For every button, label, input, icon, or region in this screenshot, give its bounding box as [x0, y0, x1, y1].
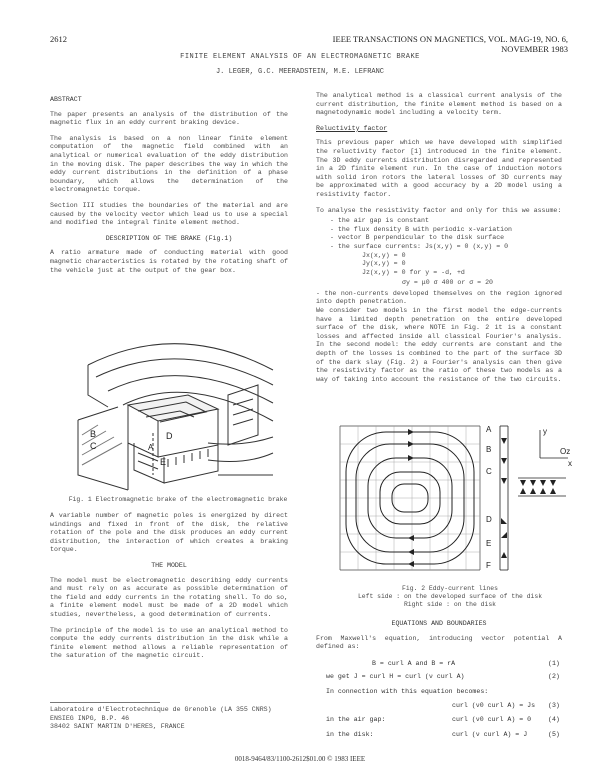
right-column-top [316, 92, 562, 391]
right-column-bottom [316, 616, 562, 659]
fig1-label-e: E [160, 457, 167, 467]
affiliation [50, 706, 288, 732]
equation-4: curl (ν0 curl A) = 0 [452, 716, 532, 723]
equation-3-intro: In connection with this equation becomes: [326, 688, 489, 695]
equation-4-label: in the air gap: [326, 716, 386, 723]
equation-1: B = curl A and B = rA [372, 660, 456, 667]
fig1-label-d: D [166, 431, 173, 441]
boundary-eq-a: Jx(x,y) = 0 [362, 251, 406, 259]
boundary-eq-d: σy = μ0 σ 400 or σ = 20 [402, 279, 494, 287]
right-paragraph-6: From Maxwell's equation, introducing vector potential A defined as: [316, 634, 562, 651]
boundary-equations [316, 252, 562, 288]
fig2-label-a: A [486, 425, 492, 434]
equation-5: curl (ν curl A) = J [452, 731, 528, 738]
page-number: 2612 [50, 34, 67, 44]
fig1-label-b: B [90, 429, 97, 439]
fig2-label-e: E [486, 539, 492, 548]
fig2-axis-x: x [568, 459, 572, 468]
fig2-caption-line-3: Right side : on the disk [403, 601, 497, 608]
section-heading-equations: EQUATIONS AND BOUNDARIES [391, 620, 487, 627]
left-paragraph-6: The principle of the model is to use an analytical method to compute the eddy currents distribution in the disk while a finite element method allows a reliable representation of the saturation of the magnetic circuit. [50, 626, 288, 660]
boundary-eq-c: Jz(x,y) = 0 for y = -d, +d [362, 268, 465, 276]
left-paragraph-2: Section III studies the boundaries of the material and are caused by the velocity vector which lead us to use a special and modified the integral finite element method. [50, 201, 288, 227]
left-column-top [50, 92, 288, 282]
copyright-footer: 0018-9464/83/1100-2612$01.00 © 1983 IEEE [234, 755, 366, 763]
equation-5-number: (5) [548, 731, 560, 738]
fig2-axis-y: y [543, 427, 547, 436]
figure-1-brake-drawing [68, 325, 278, 495]
left-paragraph-1: The analysis is based on a non linear finite element computation of the magnetic field combined with an analytical or numerical evaluation of the eddy distribution in the moving disk. The paper describes the way in which the eddy current distributions in the definition of a phase boundary, which allows the determination of the electromagnetic torque. [50, 134, 288, 194]
fig2-caption-line-1: Fig. 2 Eddy-current lines [402, 585, 498, 592]
right-paragraph-2: This previous paper which we have developed with simplified the reluctivity factor [1] introduced in the finite element. The 3D eddy currents distribution disregarded and represented in a 2D finite element run. In the case of induction motors with solid iron rotors the lateral losses of 3D currents may be approximated with a good accuracy by a 2D model using a resistivity factor. [316, 139, 562, 198]
equation-5-label: in the disk: [326, 731, 374, 738]
equation-2-number: (2) [548, 673, 560, 680]
left-column-bottom [50, 512, 288, 668]
assumption-list [316, 217, 562, 251]
assumption-item: - the air gap is constant [330, 217, 429, 225]
equation-2: we get J = curl H = curl (ν curl A) [326, 673, 465, 680]
affiliation-divider [50, 702, 160, 703]
right-paragraph-3: To analyse the resistivity factor and only for this we assume: [316, 206, 562, 214]
affiliation-line-3: 38402 SAINT MARTIN D'HERES, FRANCE [50, 723, 185, 731]
abstract-text: The paper presents an analysis of the distribution of the magnetic flux in an eddy current braking device. [50, 110, 288, 127]
fig2-label-f: F [486, 561, 491, 570]
paper-title: FINITE ELEMENT ANALYSIS OF AN ELECTROMAGNETIC BRAKE [180, 53, 420, 61]
section-heading-model: THE MODEL [151, 561, 187, 569]
left-paragraph-4: A variable number of magnetic poles is energized by direct windings and fixed in front of the disk, the relative rotation of the pole and the disk produces an eddy current distribution, the interaction of which creates a braking torque. [50, 512, 288, 554]
abstract-heading: ABSTRACT [50, 96, 82, 103]
fig2-axis-z: Oz [560, 447, 571, 456]
fig2-label-b: B [486, 445, 492, 454]
figure-2-eddy-current-lines [330, 418, 580, 580]
left-paragraph-3: A ratio armature made of conducting material with good magnetic characteristics is rotated by the rotating shaft of the vehicle just at the output of the gear box. [50, 249, 288, 274]
right-paragraph-4: - the non-currents developed themselves on the region ignored into depth penetration. [316, 289, 562, 306]
right-paragraph-1: The analytical method is a classical current analysis of the current distribution, the finite element method is based on a magnetodynamic model including a velocity term. [316, 92, 562, 117]
right-paragraph-5: We consider two models in the first model the edge-currents have a limited depth penetration on the entire developed surface of the disk, where NOTE in Fig. 2 it is a constant losses and affected inside all classical Fourier's analysis. In the second model: the eddy currents are constant and the depth of the losses is combined to the part of the surface 3D of the dark slay (Fig. 2) a Fourier's analysis can then give the resistivity factor as the ratio of these two models as a way of taking into account the resistance of the two circuits. [316, 307, 562, 383]
journal-header: IEEE TRANSACTIONS ON MAGNETICS, VOL. MAG-19, NO. 6, NOVEMBER 1983 [332, 34, 568, 54]
paper-authors: J. LEGER, G.C. MEERADSTEIN, M.E. LEFRANC [215, 68, 385, 76]
affiliation-line-1: Laboratoire d'Electrotechnique de Grenoble (LA 355 CNRS) [50, 706, 272, 713]
fig2-label-c: C [486, 467, 492, 476]
fig1-label-a: A [148, 443, 154, 452]
section-heading-reluctivity: Reluctivity factor [316, 124, 388, 132]
fig2-caption-line-2: Left side : on the developed surface of the disk [357, 593, 543, 600]
boundary-eq-b: Jy(x,y) = 0 [362, 260, 406, 268]
assumption-item: - the surface currents: Js(x,y) = 0 (x,y) = 0 [330, 242, 509, 250]
figure-2-caption [340, 585, 560, 609]
left-paragraph-5: The model must be electromagnetic describing eddy currents and must rely on as accurate as possible determination of the field and eddy currents in the rotating shell. To do so, a finite element model must be made of a 2D model which studies, nevertheless, a good determination of currents. [50, 576, 288, 618]
fig1-label-c: C [90, 441, 97, 451]
equation-3-number: (3) [548, 702, 560, 709]
affiliation-line-2: ENSIEG INPG, B.P. 46 [50, 714, 130, 722]
figure-1-caption: Fig. 1 Electromagnetic brake of the electromagnetic brake [68, 496, 288, 503]
fig2-label-d: D [486, 515, 492, 524]
assumption-item: - vector B perpendicular to the disk surface [330, 234, 505, 242]
equation-4-number: (4) [548, 716, 560, 723]
equation-1-number: (1) [548, 660, 560, 667]
assumption-item: - the flux density B with periodic x-variation [330, 225, 513, 233]
equation-3: curl (ν0 curl A) = Js [452, 702, 536, 709]
section-heading-description: DESCRIPTION OF THE BRAKE (Fig.1) [105, 234, 233, 242]
